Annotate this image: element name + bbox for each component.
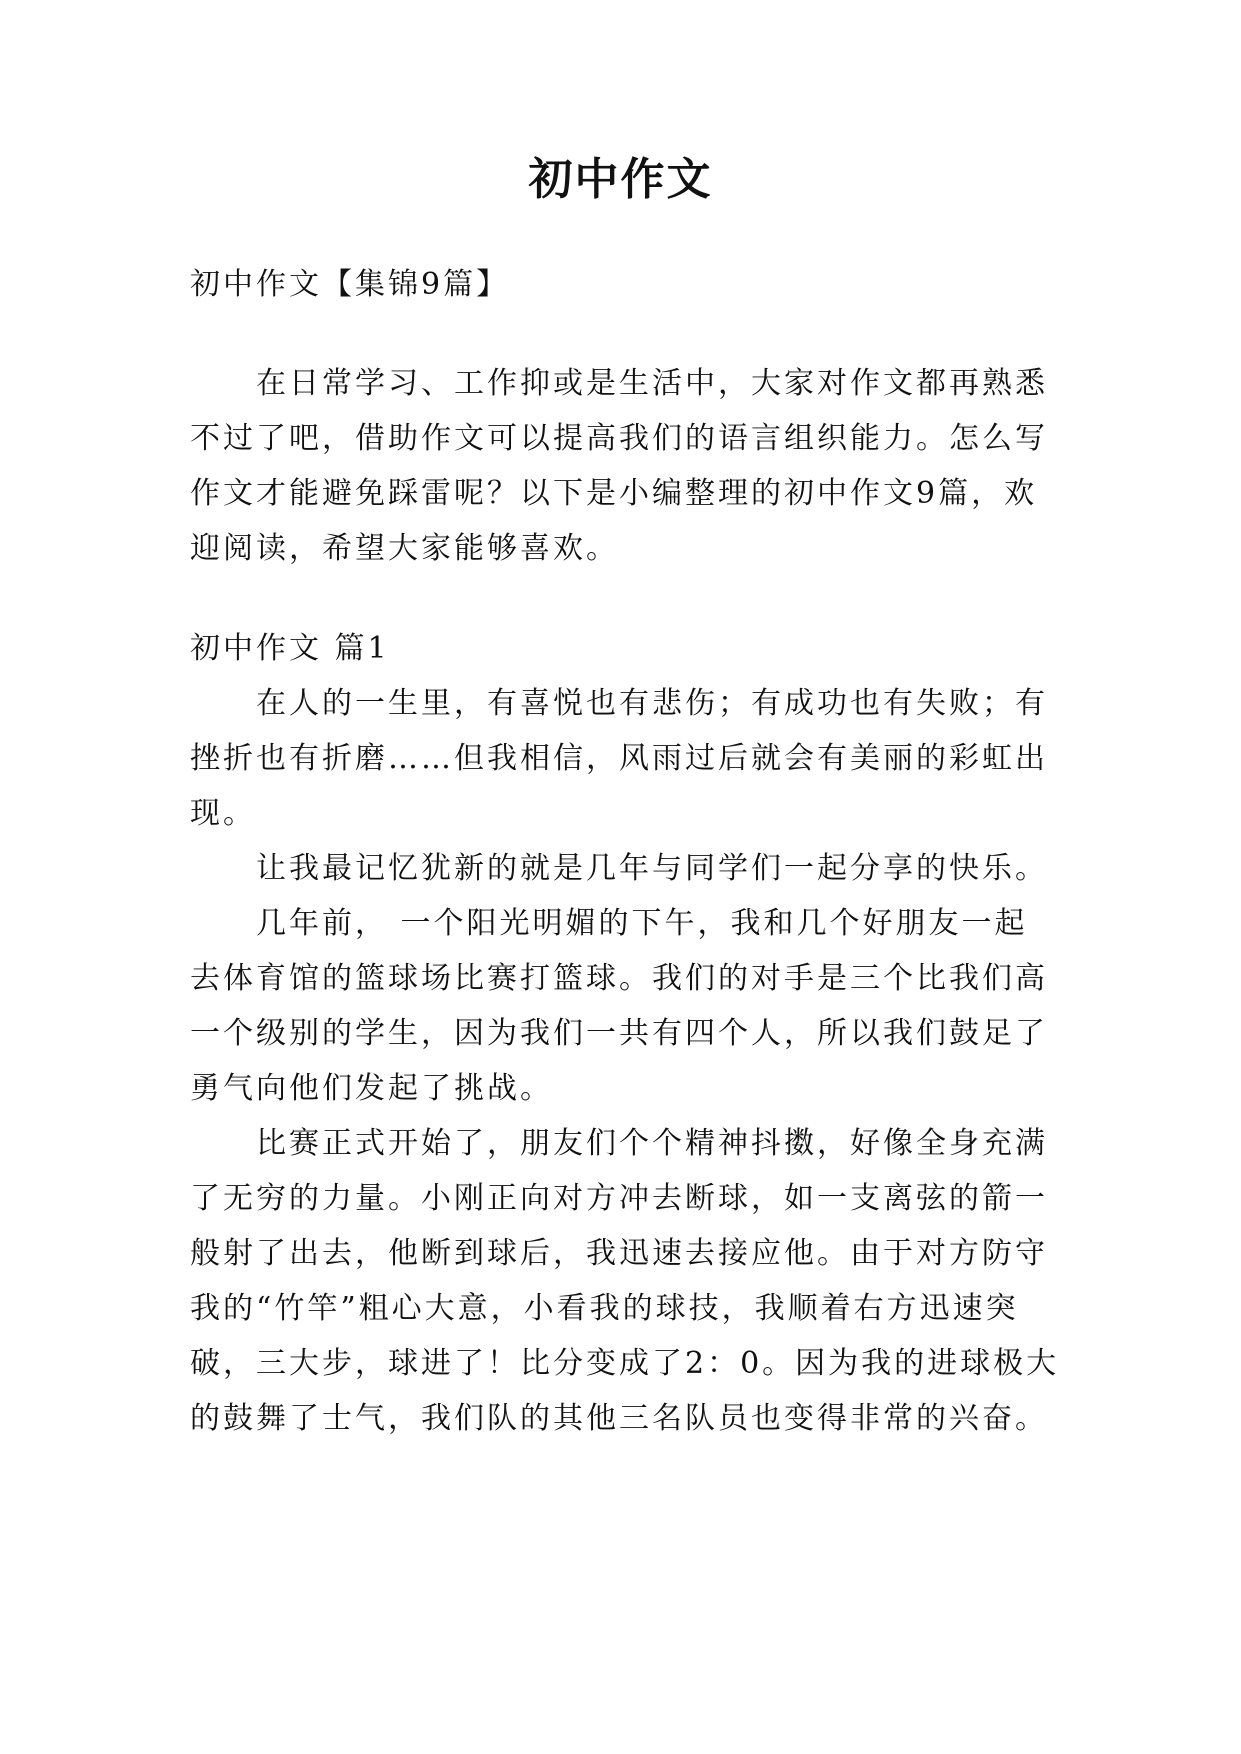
body-line: 挫折也有折磨……但我相信，风雨过后就会有美丽的彩虹出 — [190, 741, 1048, 776]
intro-line: 在日常学习、工作抑或是生活中，大家对作文都再熟悉 — [256, 366, 1048, 401]
body-line: 我的“竹竿”粗心大意，小看我的球技，我顺着右方迅速突 — [190, 1291, 1019, 1326]
body-line: 几年前， 一个阳光明媚的下午，我和几个好朋友一起 — [256, 906, 1028, 941]
body-line: 般射了出去，他断到球后，我迅速去接应他。由于对方防守 — [190, 1236, 1048, 1271]
body-line: 勇气向他们发起了挑战。 — [190, 1071, 553, 1106]
body-line: 在人的一生里，有喜悦也有悲伤；有成功也有失败；有 — [256, 686, 1048, 721]
body-line: 的鼓舞了士气，我们队的其他三名队员也变得非常的兴奋。 — [190, 1401, 1048, 1436]
body-line: 了无穷的力量。小刚正向对方冲去断球，如一支离弦的箭一 — [190, 1181, 1048, 1216]
body-line: 让我最记忆犹新的就是几年与同学们一起分享的快乐。 — [256, 851, 1048, 886]
document-subtitle: 初中作文【集锦9篇】 — [190, 267, 510, 302]
body-line: 比赛正式开始了，朋友们个个精神抖擞，好像全身充满 — [256, 1126, 1048, 1161]
intro-line: 不过了吧，借助作文可以提高我们的语言组织能力。怎么写 — [190, 421, 1048, 456]
document-title: 初中作文 — [528, 154, 713, 205]
body-line: 一个级别的学生，因为我们一共有四个人，所以我们鼓足了 — [190, 1016, 1048, 1051]
intro-line: 迎阅读，希望大家能够喜欢。 — [190, 531, 619, 566]
body-line: 破，三大步，球进了！比分变成了2：0。因为我的进球极大 — [190, 1346, 1060, 1381]
body-line: 现。 — [190, 796, 256, 831]
intro-line: 作文才能避免踩雷呢？以下是小编整理的初中作文9篇，欢 — [190, 476, 1038, 511]
section-heading: 初中作文 篇1 — [190, 631, 390, 666]
body-line: 去体育馆的篮球场比赛打篮球。我们的对手是三个比我们高 — [190, 961, 1048, 996]
